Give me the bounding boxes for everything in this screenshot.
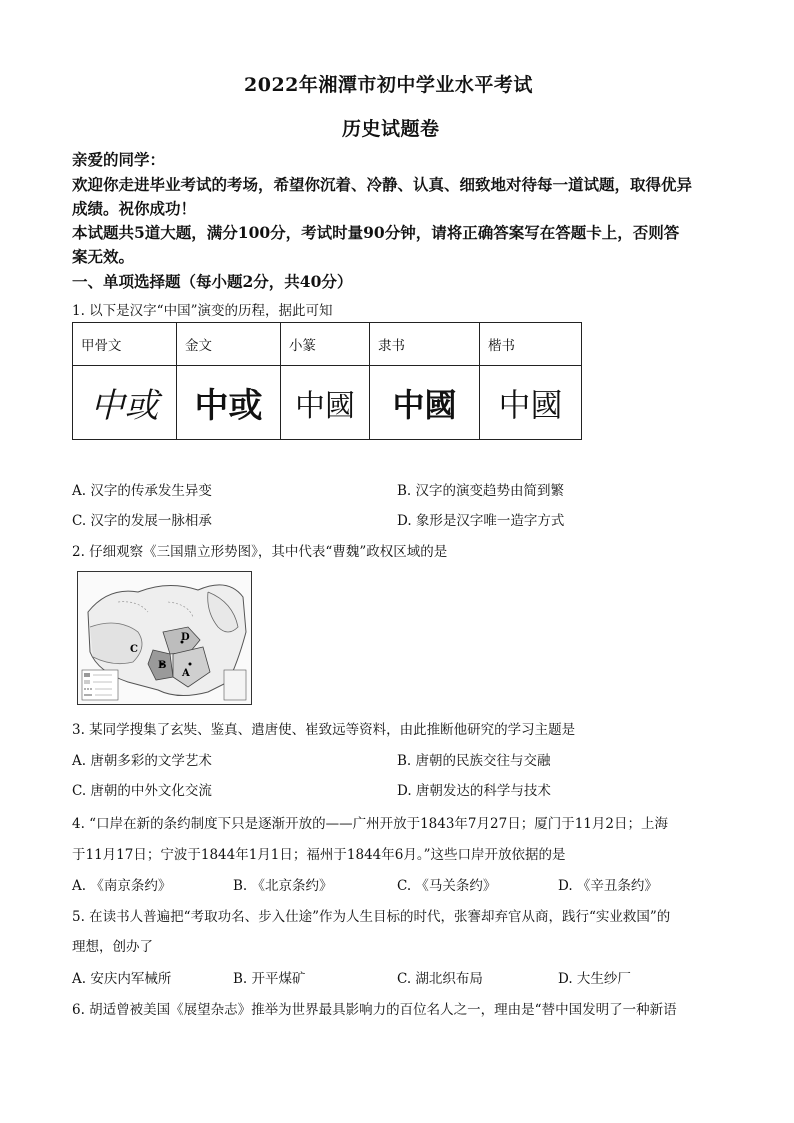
bronze-glyph: 中或 xyxy=(177,366,281,440)
table-header-cell: 小篆 xyxy=(281,323,370,366)
section-heading: 一、单项选择题（每小题2分，共40分） xyxy=(72,272,353,291)
seal-glyph: 中國 xyxy=(281,366,370,440)
table-header-cell: 甲骨文 xyxy=(73,323,177,366)
option-b: B. 《北京条约》 xyxy=(233,878,333,894)
option-c: C. 唐朝的中外文化交流 xyxy=(72,783,212,799)
table-header-row xyxy=(73,323,582,366)
option-c: C. 《马关条约》 xyxy=(397,878,497,894)
intro-line: 成绩。祝你成功！ xyxy=(72,199,197,218)
intro-line: 本试题共5道大题，满分100分，考试时量90分钟，请将正确答案写在答题卡上，否则答 xyxy=(72,223,680,242)
table-header-cell: 隶书 xyxy=(370,323,480,366)
question-4-stem: 4. “口岸在新的条约制度下只是逐渐开放的——广州开放于1843年7月27日；厦门于11月2日；上海 xyxy=(72,816,668,832)
question-5-stem: 5. 在读书人普遍把“考取功名、步入仕途”作为人生目标的时代，张謇却弃官从商，践行“实业救国”的 xyxy=(72,909,671,925)
table-header-cell: 金文 xyxy=(177,323,281,366)
option-c: C. 湖北织布局 xyxy=(397,971,483,987)
intro-greeting: 亲爱的同学： xyxy=(72,150,166,169)
intro-line: 案无效。 xyxy=(72,247,135,266)
option-b: B. 汉字的演变趋势由简到繁 xyxy=(397,483,565,499)
table-header-cell: 楷书 xyxy=(480,323,582,366)
question-1-stem: 1. 以下是汉字“中国”演变的历程，据此可知 xyxy=(72,303,333,319)
option-d: D. 象形是汉字唯一造字方式 xyxy=(397,513,565,529)
option-c: C. 汉字的发展一脉相承 xyxy=(72,513,212,529)
table-glyph-row xyxy=(73,366,582,440)
question-5-stem-cont: 理想，创办了 xyxy=(72,939,153,955)
map-label-b: B xyxy=(158,660,167,671)
question-2-stem: 2. 仔细观察《三国鼎立形势图》，其中代表“曹魏”政权区域的是 xyxy=(72,544,448,560)
map-label-d: D xyxy=(181,632,190,643)
three-kingdoms-map xyxy=(77,571,252,705)
option-d: D. 大生纱厂 xyxy=(558,971,631,987)
option-a: A. 汉字的传承发生异变 xyxy=(72,483,212,499)
map-drawing xyxy=(78,572,251,704)
question-3-stem: 3. 某同学搜集了玄奘、鉴真、遣唐使、崔致远等资料，由此推断他研究的学习主题是 xyxy=(72,722,576,738)
map-label-a: A xyxy=(182,668,190,679)
oracle-bone-glyph: 中或 xyxy=(73,366,177,440)
question-4-stem-cont: 于11月17日；宁波于1844年1月1日；福州于1844年6月。”这些口岸开放依据的是 xyxy=(72,847,566,863)
option-d: D. 唐朝发达的科学与技术 xyxy=(397,783,551,799)
map-label-c: C xyxy=(130,644,138,655)
option-b: B. 唐朝的民族交往与交融 xyxy=(397,753,551,769)
page-title: 2022年湘潭市初中学业水平考试 xyxy=(244,74,533,96)
question-6-stem: 6. 胡适曾被美国《展望杂志》推举为世界最具影响力的百位名人之一，理由是“替中国发明了一种新语 xyxy=(72,1002,677,1018)
regular-glyph: 中國 xyxy=(480,366,582,440)
option-d: D. 《辛丑条约》 xyxy=(558,878,658,894)
option-b: B. 开平煤矿 xyxy=(233,971,306,987)
option-a: A. 安庆内军械所 xyxy=(72,971,172,987)
option-a: A. 《南京条约》 xyxy=(72,878,172,894)
option-a: A. 唐朝多彩的文学艺术 xyxy=(72,753,212,769)
character-evolution-table xyxy=(72,322,582,440)
intro-line: 欢迎你走进毕业考试的考场，希望你沉着、冷静、认真、细致地对待每一道试题，取得优异 xyxy=(72,175,693,194)
page-subtitle: 历史试题卷 xyxy=(342,118,440,140)
clerical-glyph: 中國 xyxy=(370,366,480,440)
